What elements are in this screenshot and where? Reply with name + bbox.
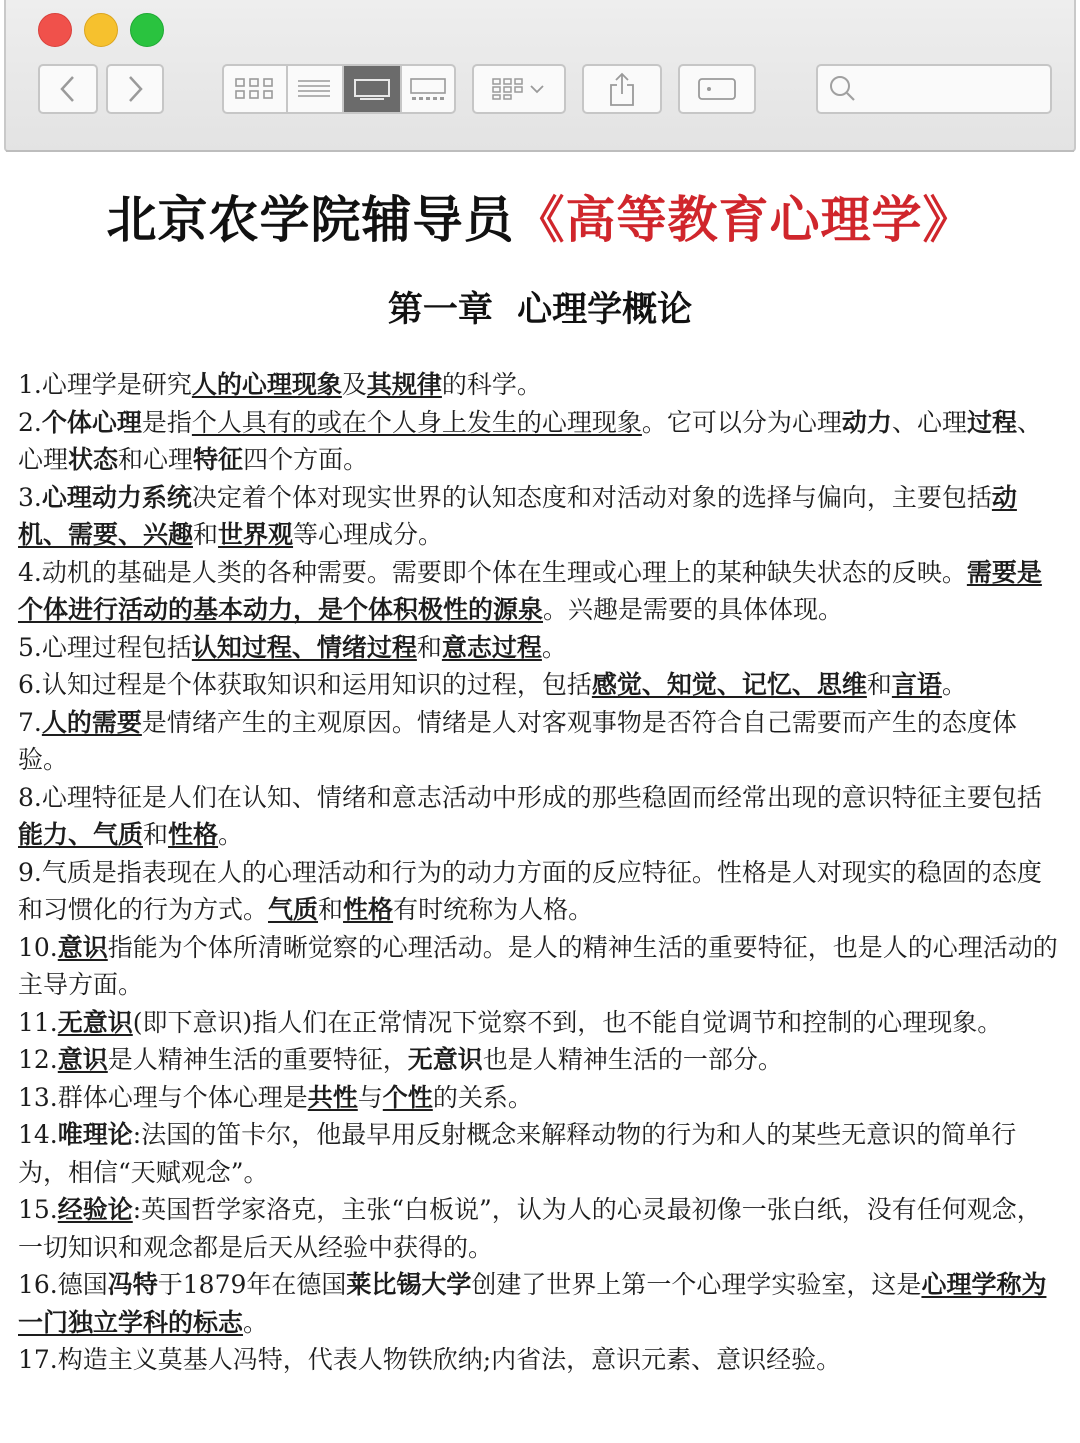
note-text: 和: [143, 820, 169, 849]
note-text: 。它可以分为心理: [641, 407, 842, 437]
note-text: 、心理: [18, 407, 1042, 474]
forward-button[interactable]: [106, 64, 164, 114]
note-text: 和: [318, 895, 344, 924]
note-item: [18, 1116, 1062, 1191]
group-by-icon: [491, 77, 527, 101]
bold-term: 过程: [966, 407, 1017, 437]
bold-term: 唯理论: [57, 1120, 133, 1149]
note-text: 16.德国: [18, 1270, 108, 1299]
note-text: 、心理: [891, 407, 967, 437]
note-item: [18, 929, 1062, 1004]
note-text: 的关系。: [432, 1082, 533, 1112]
key-term: 言语: [891, 670, 942, 699]
note-item: [18, 1341, 1062, 1379]
note-text: 。: [243, 1307, 269, 1337]
share-icon: [607, 71, 637, 107]
note-text: 8.心理特征是人们在认知、情绪和意志活动中形成的那些稳固而经常出现的意识特征主要包括: [18, 782, 1042, 812]
chevron-down-icon: [527, 81, 547, 97]
note-text: 11.: [18, 1007, 58, 1037]
key-term: 能力、气质: [18, 820, 144, 849]
bold-term: 个体心理: [41, 407, 142, 437]
note-item: [18, 629, 1062, 667]
note-text: 有时统称为人格。: [393, 895, 594, 924]
note-text: 是情绪产生的主观原因。情绪是人对客观事物是否符合自己需要而产生的态度体验。: [18, 707, 1017, 774]
note-text: 及: [341, 370, 367, 399]
note-item: [18, 479, 1062, 554]
note-text: 2.: [18, 407, 42, 437]
note-text: 创建了世界上第一个心理学实验室，这是: [471, 1270, 922, 1299]
note-text: :法国的笛卡尔，他最早用反射概念来解释动物的行为和人的某些无意识的简单行为，相信“天赋观念”。: [18, 1120, 1017, 1187]
bold-term: 状态: [68, 445, 119, 474]
note-text: 和心理: [118, 445, 194, 474]
note-text: 四个方面。: [243, 445, 369, 474]
chevron-right-icon: [125, 74, 145, 104]
note-text: 14.: [18, 1120, 58, 1149]
key-term: 世界观: [218, 520, 294, 549]
bold-term: 冯特: [107, 1270, 158, 1299]
note-text: 等心理成分。: [293, 520, 444, 549]
note-item: [18, 779, 1062, 854]
bold-term: 无意识: [407, 1045, 483, 1074]
note-item: [18, 404, 1062, 479]
note-text: 是指: [141, 407, 192, 437]
search-field[interactable]: [816, 64, 1052, 114]
key-term: 认知过程、情绪过程: [191, 632, 417, 662]
key-term: 需要是个体进行活动的基本动力，是个体积极性的源泉: [18, 557, 1042, 624]
key-term: 个性: [382, 1082, 433, 1112]
key-term: 意识: [57, 1045, 108, 1074]
key-term: 性格: [168, 820, 219, 849]
note-text: 和: [416, 632, 442, 662]
bold-term: 动力: [841, 407, 892, 437]
key-term: 共性: [307, 1082, 358, 1112]
note-text: 。: [541, 632, 567, 662]
icon-view-icon[interactable]: [234, 77, 274, 101]
document-title: [0, 180, 1080, 252]
key-term: 气质: [268, 895, 319, 924]
note-text: 和: [866, 670, 892, 699]
note-text: 17.构造主义莫基人冯特，代表人物铁欣纳;内省法，意识元素、意识经验。: [18, 1345, 842, 1374]
note-text: 6.认知过程是个体获取知识和运用知识的过程，包括: [18, 670, 592, 699]
zoom-window-button[interactable]: [130, 13, 164, 47]
note-text: 于1879年在德国: [157, 1270, 347, 1299]
key-term: 意识: [57, 932, 108, 962]
note-text: 7.: [18, 707, 42, 737]
note-item: [18, 1079, 1062, 1117]
list-view-icon[interactable]: [296, 78, 332, 100]
key-term: 经验论: [57, 1195, 133, 1224]
note-text: 10.: [18, 932, 58, 962]
key-term: 无意识: [57, 1007, 133, 1037]
note-text: 。: [941, 670, 967, 699]
key-term: 性格: [343, 895, 394, 924]
note-item: [18, 704, 1062, 779]
bold-term: 心理动力系统: [41, 482, 192, 512]
chevron-left-icon: [58, 74, 78, 104]
note-text: 12.: [18, 1045, 58, 1074]
note-item: [18, 1191, 1062, 1266]
note-text: 指能为个体所清晰觉察的心理活动。是人的精神生活的重要特征，也是人的心理活动的主导方面。: [18, 932, 1058, 999]
bold-term: 莱比锡大学: [346, 1270, 472, 1299]
search-icon: [828, 74, 858, 104]
notes-list: [18, 366, 1062, 1379]
bold-term: 特征: [193, 445, 244, 474]
note-text: 5.心理过程包括: [18, 632, 192, 662]
note-text: 与: [357, 1082, 383, 1112]
note-text: 决定着个体对现实世界的认知态度和对活动对象的选择与偏向，主要包括: [191, 482, 992, 512]
note-item: [18, 854, 1062, 929]
note-text: :英国哲学家洛克，主张“白板说”，认为人的心灵最初像一张白纸，没有任何观念，一切知识和观念都是后天从经验中获得的。: [18, 1195, 1042, 1262]
note-text: 13.群体心理与个体心理是: [18, 1082, 308, 1112]
note-text: (即下意识)指人们在正常情况下觉察不到，也不能自觉调节和控制的心理现象。: [132, 1007, 1003, 1037]
note-text: 。兴趣是需要的具体体现。: [543, 595, 844, 624]
close-window-button[interactable]: [38, 13, 72, 47]
title-main: 北京农学院辅导员: [106, 190, 515, 249]
key-term: 意志过程: [441, 632, 542, 662]
note-item: [18, 554, 1062, 629]
key-term: 人的心理现象: [191, 370, 342, 399]
back-button[interactable]: [38, 64, 98, 114]
note-text: 4.动机的基础是人类的各种需要。需要即个体在生理或心理上的某种缺失状态的反映。: [18, 557, 967, 587]
note-text: 1.心理学是研究: [18, 370, 192, 399]
group-by-button[interactable]: [472, 64, 566, 114]
chapter-heading: 第一章 心理学概论: [387, 289, 693, 330]
view-mode-control: [222, 64, 456, 114]
cover-flow-icon[interactable]: [408, 76, 448, 102]
key-term: 其规律: [366, 370, 442, 399]
note-text: 9.气质是指表现在人的心理活动和行为的动力方面的反应特征。性格是人对现实的稳固的态度和习惯化的行为方式。: [18, 857, 1042, 924]
note-item: [18, 1041, 1062, 1079]
tag-button[interactable]: [678, 64, 756, 114]
note-item: [18, 666, 1062, 704]
gallery-view-icon[interactable]: [352, 76, 392, 102]
note-text: 3.: [18, 482, 42, 512]
window-toolbar: [4, 0, 1076, 152]
note-text: 。: [218, 820, 244, 849]
title-book-name: 《高等教育心理学》: [514, 190, 974, 249]
share-button[interactable]: [582, 64, 662, 114]
note-text: 的科学。: [441, 370, 542, 399]
key-term: 动机、需要、兴趣: [18, 482, 1017, 549]
key-term: 人的需要: [41, 707, 142, 737]
note-item: [18, 1266, 1062, 1341]
tag-icon: [695, 75, 739, 103]
note-text: 和: [193, 520, 219, 549]
note-item: [18, 1004, 1062, 1042]
minimize-window-button[interactable]: [84, 13, 118, 47]
note-text: 也是人精神生活的一部分。: [482, 1045, 783, 1074]
note-text: 是人精神生活的重要特征，: [107, 1045, 408, 1074]
key-term: 个人具有的或在个人身上发生的心理现象: [191, 407, 642, 437]
key-term: 心理学称为一门独立学科的标志: [18, 1270, 1047, 1337]
note-item: [18, 366, 1062, 404]
key-term: 感觉、知觉、记忆、思维: [591, 670, 867, 699]
note-text: 15.: [18, 1195, 58, 1224]
